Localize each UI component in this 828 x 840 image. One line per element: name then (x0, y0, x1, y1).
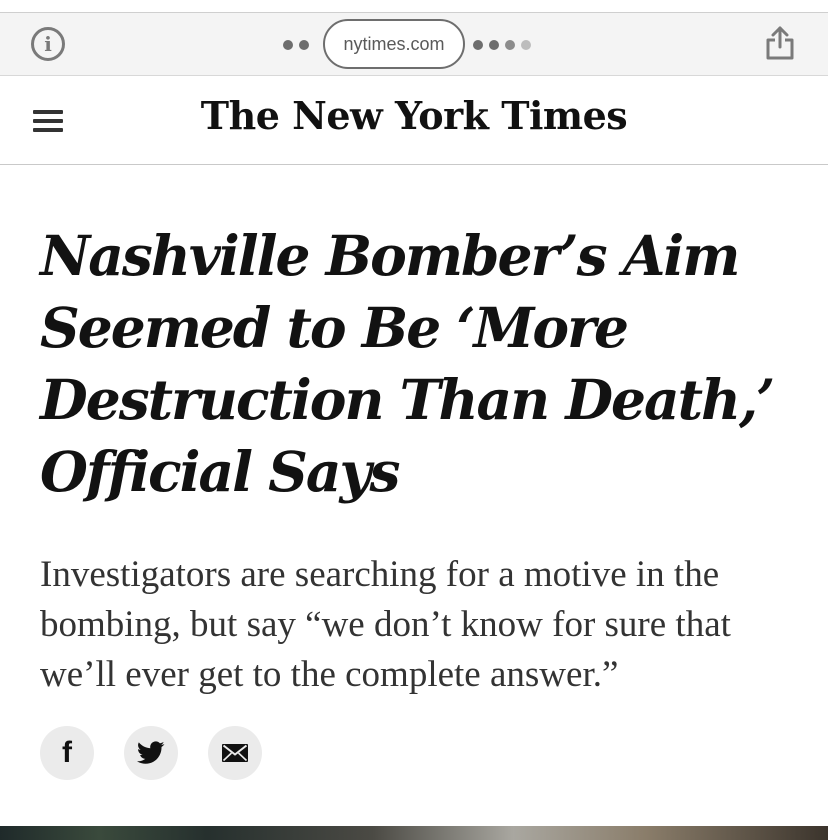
masthead-logo[interactable]: The New York Times (200, 93, 628, 138)
facebook-share-button[interactable] (40, 726, 94, 780)
facebook-icon: f (62, 736, 72, 769)
share-tools (40, 726, 262, 780)
article-header (40, 220, 800, 700)
browser-address-bar (0, 13, 828, 76)
article-headline: Nashville Bomber’s Aim Seemed to Be ‘More Destruction Than Death,’ Official Says (40, 223, 774, 504)
twitter-share-button[interactable] (124, 726, 178, 780)
twitter-icon (137, 741, 165, 765)
email-share-button[interactable] (208, 726, 262, 780)
article-summary: Investigators are searching for a motive in the bombing, but say “we don’t know for sure that we’ll ever get to the complete answer.” (40, 554, 731, 695)
page-dots-right (473, 40, 531, 50)
url-field[interactable] (323, 19, 465, 69)
url-text: nytimes.com (343, 33, 445, 54)
email-icon (222, 744, 248, 762)
status-area (0, 0, 828, 13)
page-dots-left (283, 40, 309, 50)
share-icon[interactable] (764, 25, 796, 61)
site-header (0, 77, 828, 165)
info-icon[interactable]: i (31, 27, 65, 61)
lead-photo (0, 826, 828, 840)
